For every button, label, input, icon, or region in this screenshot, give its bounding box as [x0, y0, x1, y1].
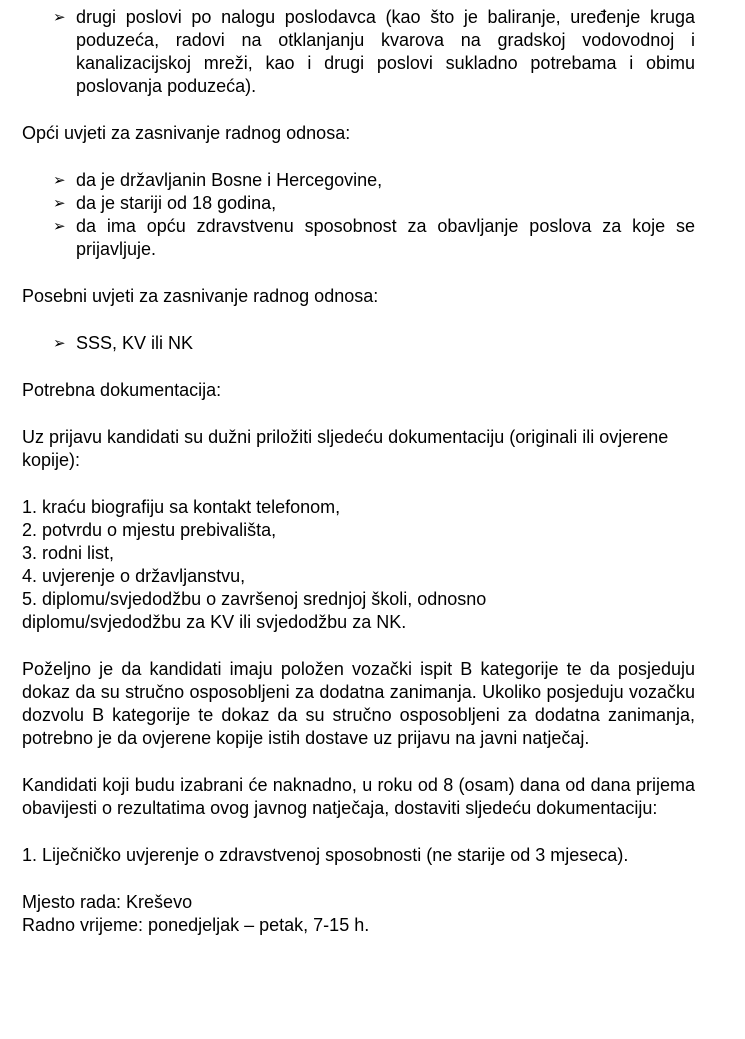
- list-item: 5. diplomu/svjedodžbu o završenoj srednjoj školi, odnosno: [22, 589, 487, 609]
- list-item: 3. rodni list,: [22, 543, 115, 563]
- arrow-bullet-icon: ➢: [53, 334, 66, 352]
- list-item: 1. kraću biografiju sa kontakt telefonom,: [22, 497, 341, 517]
- list-item: 2. potvrdu o mjestu prebivališta,: [22, 520, 277, 540]
- condition-text: da ima opću zdravstvenu sposobnost za obavljanje poslova za koje se prijavljuje.: [76, 216, 695, 259]
- special-conditions-list: [22, 332, 695, 355]
- list-item: [22, 215, 695, 261]
- general-conditions-heading: Opći uvjeti za zasnivanje radnog odnosa:: [22, 123, 351, 143]
- working-hours-line: Radno vrijeme: ponedjeljak – petak, 7-15 h.: [22, 915, 370, 935]
- general-conditions-list: [22, 169, 695, 261]
- medical-certificate-item: 1. Liječničko uvjerenje o zdravstvenoj sposobnosti (ne starije od 3 mjeseca).: [22, 845, 629, 865]
- condition-text: da je državljanin Bosne i Hercegovine,: [76, 170, 383, 190]
- list-item: [22, 169, 695, 192]
- documents-heading: Potrebna dokumentacija:: [22, 380, 222, 400]
- selected-candidates-paragraph: Kandidati koji budu izabrani će naknadno, u roku od 8 (osam) dana od dana prijema obavijesti o rezultatima ovog javnog natječaja, dostaviti sljedeću dokumentaciju:: [22, 775, 695, 818]
- condition-text: SSS, KV ili NK: [76, 333, 194, 353]
- documents-list: [22, 496, 695, 634]
- list-item: [22, 332, 695, 355]
- duty-text: drugi poslovi po nalogu poslodavca (kao što je baliranje, uređenje kruga poduzeća, radovi na otklanjanju kvarova na gradskoj vodovodnoj i kanalizacijskoj mreži, kao i drugi poslovi sukladno potrebama i obimu poslovanja poduzeća).: [76, 7, 695, 96]
- list-item: [22, 6, 695, 98]
- list-item: diplomu/svjedodžbu za KV ili svjedodžbu za NK.: [22, 612, 407, 632]
- arrow-bullet-icon: ➢: [53, 171, 66, 189]
- special-conditions-heading: Posebni uvjeti za zasnivanje radnog odnosa:: [22, 286, 379, 306]
- duties-list: [22, 6, 695, 98]
- list-item: [22, 192, 695, 215]
- condition-text: da je stariji od 18 godina,: [76, 193, 277, 213]
- document-page: [22, 6, 695, 937]
- driving-license-paragraph: Poželjno je da kandidati imaju položen vozački ispit B kategorije te da posjeduju dokaz da su stručno osposobljeni za dodatna zanimanja. Ukoliko posjeduju vozačku dozvolu B kategorije te dokaz da su stručno osposobljeni za dodatna zanimanja, potrebno je da ovjerene kopije istih dostave uz prijavu na javni natječaj.: [22, 659, 695, 748]
- arrow-bullet-icon: ➢: [53, 217, 66, 235]
- workplace-line: Mjesto rada: Kreševo: [22, 892, 193, 912]
- documents-intro: Uz prijavu kandidati su dužni priložiti sljedeću dokumentaciju (originali ili ovjerene kopije):: [22, 427, 669, 470]
- list-item: 4. uvjerenje o državljanstvu,: [22, 566, 246, 586]
- arrow-bullet-icon: ➢: [53, 8, 66, 26]
- arrow-bullet-icon: ➢: [53, 194, 66, 212]
